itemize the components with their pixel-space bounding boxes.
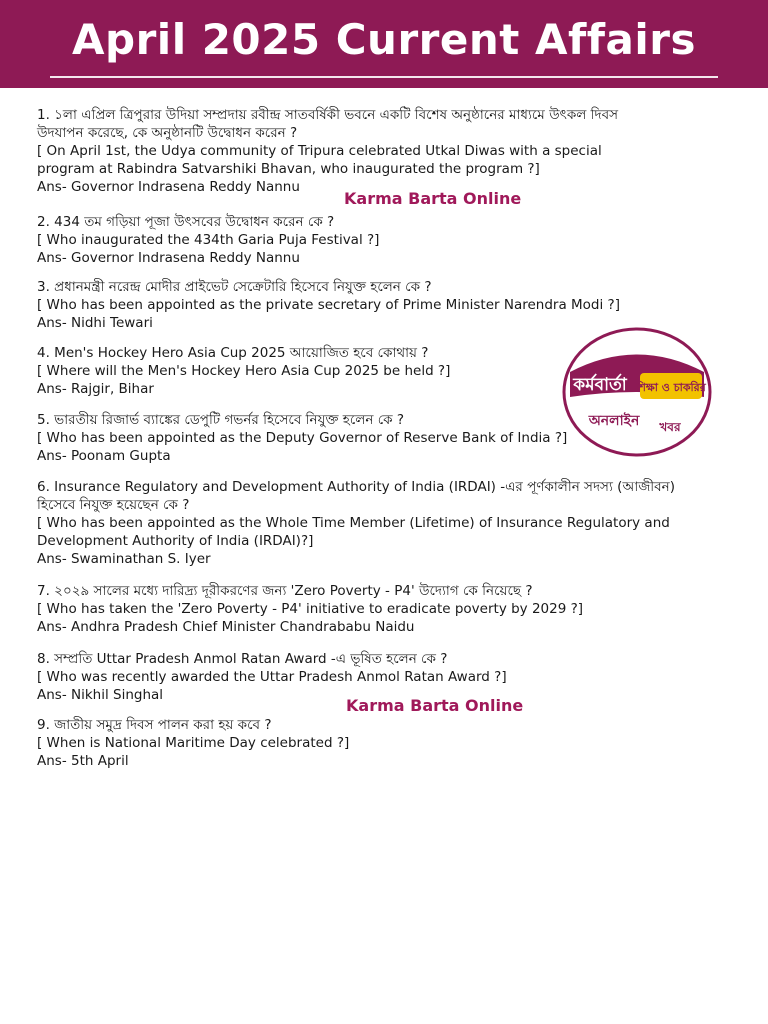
question-bengali: 2. 434 তম গড়িয়া পূজা উৎসবের উদ্বোধন করেন কে ? bbox=[37, 214, 335, 230]
question-bengali: 9. জাতীয় সমুদ্র দিবস পালন করা হয় কবে ? bbox=[37, 717, 272, 733]
header-banner bbox=[0, 0, 768, 88]
question-item bbox=[37, 344, 557, 398]
answer: Ans- Andhra Pradesh Chief Minister Chandrababu Naidu bbox=[37, 619, 415, 635]
watermark-text: Karma Barta Online bbox=[344, 189, 522, 208]
question-english: [ Who has been appointed as the private secretary of Prime Minister Narendra Modi ?] bbox=[37, 297, 620, 313]
question-item bbox=[37, 716, 457, 770]
question-english: [ Who has been appointed as the Whole Time Member (Lifetime) of Insurance Regulatory and Development Authority of India (IRDAI)?] bbox=[37, 515, 670, 549]
answer: Ans- Poonam Gupta bbox=[37, 448, 171, 464]
logo-graphic bbox=[562, 327, 712, 457]
logo-online: অনলাইন bbox=[588, 413, 640, 429]
question-bengali: 8. সম্প্রতি Uttar Pradesh Anmol Ratan Award -এ ভূষিত হলেন কে ? bbox=[37, 651, 448, 667]
answer: Ans- Rajgir, Bihar bbox=[37, 381, 154, 397]
answer: Ans- Nikhil Singhal bbox=[37, 687, 164, 703]
question-bengali: 5. ভারতীয় রিজার্ভ ব্যাঙ্কের ডেপুটি গভর্নর হিসেবে নিযুক্ত হলেন কে ? bbox=[37, 412, 405, 428]
logo-subtitle: শিক্ষা ও চাকরির bbox=[636, 381, 706, 394]
answer: Ans- Swaminathan S. Iyer bbox=[37, 551, 211, 567]
question-english: [ On April 1st, the Udya community of Tripura celebrated Utkal Diwas with a special program at Rabindra Satvarshiki Bhavan, who inaugurated the program ?] bbox=[37, 143, 602, 177]
answer: Ans- Governor Indrasena Reddy Nannu bbox=[37, 250, 300, 266]
question-bengali: 7. ২০২৯ সালের মধ্যে দারিদ্র্য দূরীকরণের জন্য 'Zero Poverty - P4' উদ্যোগ কে নিয়েছে ? bbox=[37, 583, 533, 599]
question-item bbox=[37, 411, 597, 465]
watermark-text: Karma Barta Online bbox=[346, 696, 524, 715]
question-item bbox=[37, 582, 657, 636]
question-bengali: 6. Insurance Regulatory and Development Authority of India (IRDAI) -এর পূর্ণকালীন সদস্য (আজীবন) হিসেবে নিযুক্ত হয়েছেন কে ? bbox=[37, 479, 675, 513]
question-english: [ Who has taken the 'Zero Poverty - P4' initiative to eradicate poverty by 2029 ?] bbox=[37, 601, 584, 617]
question-bengali: 3. প্রধানমন্ত্রী নরেন্দ্র মোদীর প্রাইভেট সেক্রেটারি হিসেবে নিযুক্ত হলেন কে ? bbox=[37, 279, 432, 295]
logo-title: কর্মবার্তা bbox=[573, 375, 627, 395]
question-english: [ Who has been appointed as the Deputy Governor of Reserve Bank of India ?] bbox=[37, 430, 568, 446]
question-item bbox=[37, 278, 657, 332]
question-item bbox=[37, 106, 657, 196]
logo-news: খবর bbox=[659, 420, 681, 434]
answer: Ans- Governor Indrasena Reddy Nannu bbox=[37, 179, 300, 195]
question-bengali: 4. Men's Hockey Hero Asia Cup 2025 আয়োজিত হবে কোথায় ? bbox=[37, 345, 429, 361]
question-english: [ Who was recently awarded the Uttar Pradesh Anmol Ratan Award ?] bbox=[37, 669, 507, 685]
page-title: April 2025 Current Affairs bbox=[72, 15, 696, 64]
header-underline bbox=[50, 76, 718, 78]
answer: Ans- Nidhi Tewari bbox=[37, 315, 153, 331]
question-item bbox=[37, 650, 637, 704]
answer: Ans- 5th April bbox=[37, 753, 129, 769]
question-english: [ When is National Maritime Day celebrated ?] bbox=[37, 735, 350, 751]
question-bengali: 1. ১লা এপ্রিল ত্রিপুরার উদিয়া সম্প্রদায় রবীন্দ্র সাতবর্ষিকী ভবনে একটি বিশেষ অনুষ্ঠানের মাধ্যমে উৎকল দিবস উদযাপন করেছে, কে অনুষ্ঠানটি উদ্বোধন করেন ? bbox=[37, 107, 619, 141]
question-english: [ Where will the Men's Hockey Hero Asia Cup 2025 be held ?] bbox=[37, 363, 451, 379]
question-item bbox=[37, 213, 637, 267]
question-item bbox=[37, 478, 677, 568]
question-english: [ Who inaugurated the 434th Garia Puja Festival ?] bbox=[37, 232, 380, 248]
karma-barta-logo bbox=[562, 327, 712, 457]
